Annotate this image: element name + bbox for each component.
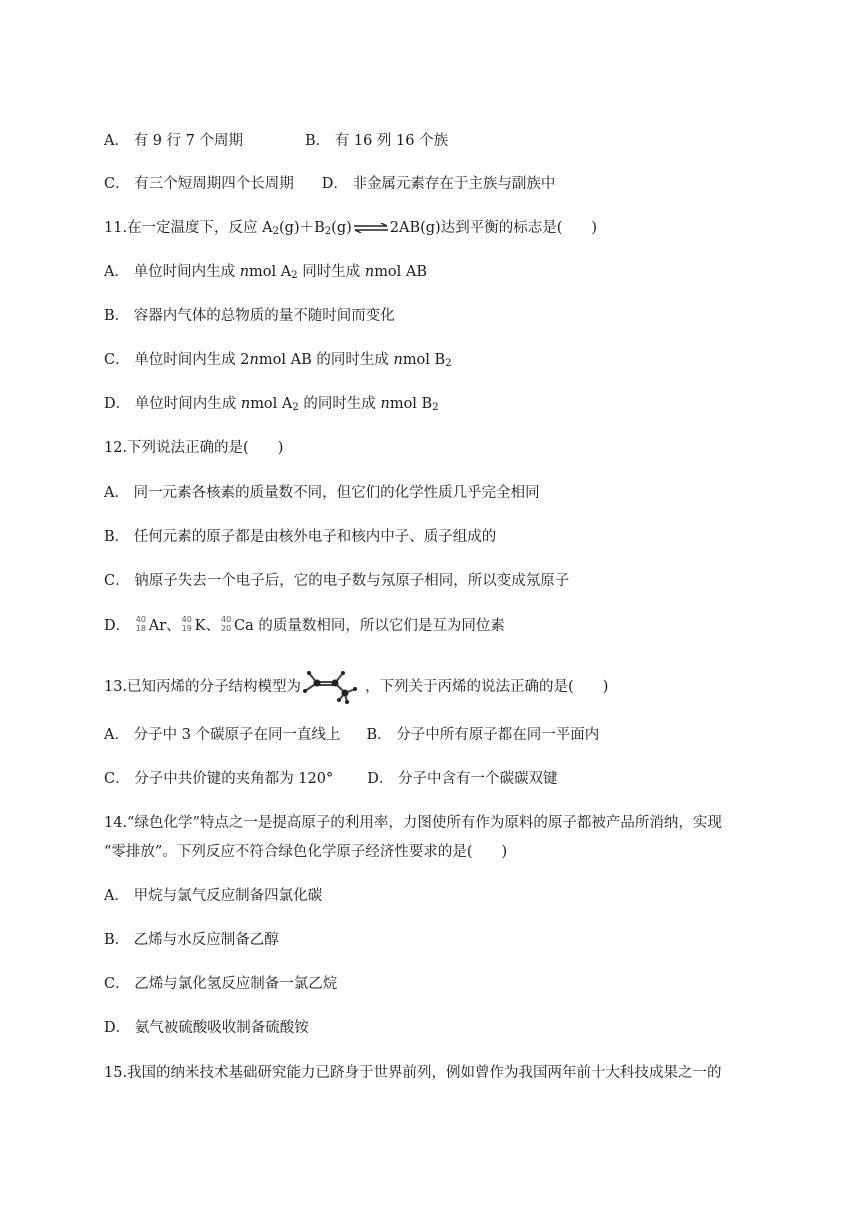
atomic-number: 20 (221, 624, 232, 633)
subscript: 2 (445, 358, 452, 369)
q14-option-d: D． 氨气被硫酸吸收制备硫酸铵 (104, 1020, 309, 1036)
q14-stem-line2: “零排放”。下列反应不符合绿色化学原子经济性要求的是( ) (104, 844, 508, 860)
option-text: D． 单位时间内生成 (104, 396, 241, 412)
subscript: 2 (291, 270, 298, 281)
q13-stem-text: 13.已知丙烯的分子结构模型为 (104, 679, 302, 695)
option-text: 的同时生成 (298, 396, 381, 412)
q11-stem (104, 218, 597, 238)
q11-option-d (104, 394, 439, 414)
atomic-number: 18 (135, 624, 146, 633)
italic-n: n (249, 352, 259, 368)
q11-option-b: B． 容器内气体的总物质的量不随时间而变化 (104, 308, 395, 324)
q13-option-b: B． 分子中所有原子都在同一平面内 (366, 727, 600, 743)
isotope-notation (135, 615, 149, 635)
mass-number: 40 (181, 615, 192, 624)
q15-stem-line1: 15.我国的纳米技术基础研究能力已跻身于世界前列，例如曾作为我国两年前十大科技成果之一的 (104, 1065, 722, 1081)
option-text: mol A (249, 264, 292, 280)
q10-option-a: A． 有 9 行 7 个周期 (104, 133, 243, 149)
q14-option-a: A． 甲烷与氯气反应制备四氯化碳 (104, 888, 323, 904)
q14-stem-line1: 14.“绿色化学”特点之一是提高原子的利用率，力图使所有作为原料的原子都被产品所消纳，实现 (104, 815, 722, 831)
q13-option-c: C． 分子中共价键的夹角都为 120° (104, 771, 334, 787)
q11-option-a (104, 262, 427, 282)
q13-option-a: A． 分子中 3 个碳原子在同一直线上 (104, 727, 341, 743)
option-text: mol AB (374, 264, 428, 280)
isotope-notation (220, 615, 234, 635)
element-symbol: Ca (234, 618, 254, 634)
italic-n: n (364, 264, 375, 280)
q10-option-d: D． 非金属元素存在于主族与副族中 (321, 176, 556, 192)
option-text: 的质量数相同，所以它们是互为同位素 (253, 618, 505, 634)
q11-stem-text: 11.在一定温度下，反应 A (104, 220, 273, 236)
option-text: mol AB 的同时生成 (258, 352, 394, 368)
q13-stem-text: ，下列关于丙烯的说法正确的是( ) (365, 679, 609, 695)
isotope-notation (181, 615, 195, 635)
q10-options-row2 (104, 174, 555, 194)
q10-options-row1 (104, 131, 448, 151)
q11-option-c (104, 350, 452, 370)
mass-number: 40 (221, 615, 232, 624)
q10-option-b: B． 有 16 列 16 个族 (304, 133, 449, 149)
q12-stem: 12.下列说法正确的是( ) (104, 440, 284, 456)
q12-option-a: A． 同一元素各核素的质量数不同，但它们的化学性质几乎完全相同 (104, 485, 540, 501)
q10-option-c: C． 有三个短周期四个长周期 (104, 176, 294, 192)
option-text: A． 单位时间内生成 (104, 264, 240, 280)
subscript: 2 (324, 226, 332, 237)
q12-option-d (104, 615, 505, 636)
italic-n: n (393, 352, 403, 368)
option-text: mol B (402, 352, 446, 368)
atomic-number: 19 (181, 624, 192, 633)
q12-option-c: C． 钠原子失去一个电子后，它的电子数与氖原子相同，所以变成氖原子 (104, 573, 570, 589)
mass-number: 40 (135, 615, 146, 624)
q13-option-d: D． 分子中含有一个碳碳双键 (367, 771, 558, 787)
italic-n: n (380, 396, 390, 412)
q13-stem (104, 669, 608, 705)
subscript: 2 (272, 226, 280, 237)
q14-option-c: C． 乙烯与氯化氢反应制备一氯乙烷 (104, 976, 338, 992)
option-text: D． (104, 618, 135, 634)
q11-stem-text: (g) (331, 220, 352, 236)
equilibrium-arrow-icon (353, 223, 389, 233)
element-symbol: K、 (194, 618, 220, 634)
q13-options-row1 (104, 725, 599, 745)
italic-n: n (240, 396, 251, 412)
q11-stem-text: 2AB(g)达到平衡的标志是( ) (389, 220, 598, 236)
subscript: 2 (292, 402, 299, 413)
option-text: mol B (389, 396, 433, 412)
option-text: 同时生成 (297, 264, 365, 280)
propene-ball-stick-model-icon (301, 669, 365, 705)
italic-n: n (239, 264, 250, 280)
option-text: mol A (250, 396, 293, 412)
q14-option-b: B． 乙烯与水反应制备乙醇 (104, 932, 279, 948)
option-text: C． 单位时间内生成 2 (104, 352, 250, 368)
element-symbol: Ar、 (148, 618, 181, 634)
subscript: 2 (432, 402, 439, 413)
q11-stem-text: (g)＋B (279, 220, 325, 236)
q13-options-row2 (104, 769, 557, 789)
q12-option-b: B． 任何元素的原子都是由核外电子和核内中子、质子组成的 (104, 529, 497, 545)
